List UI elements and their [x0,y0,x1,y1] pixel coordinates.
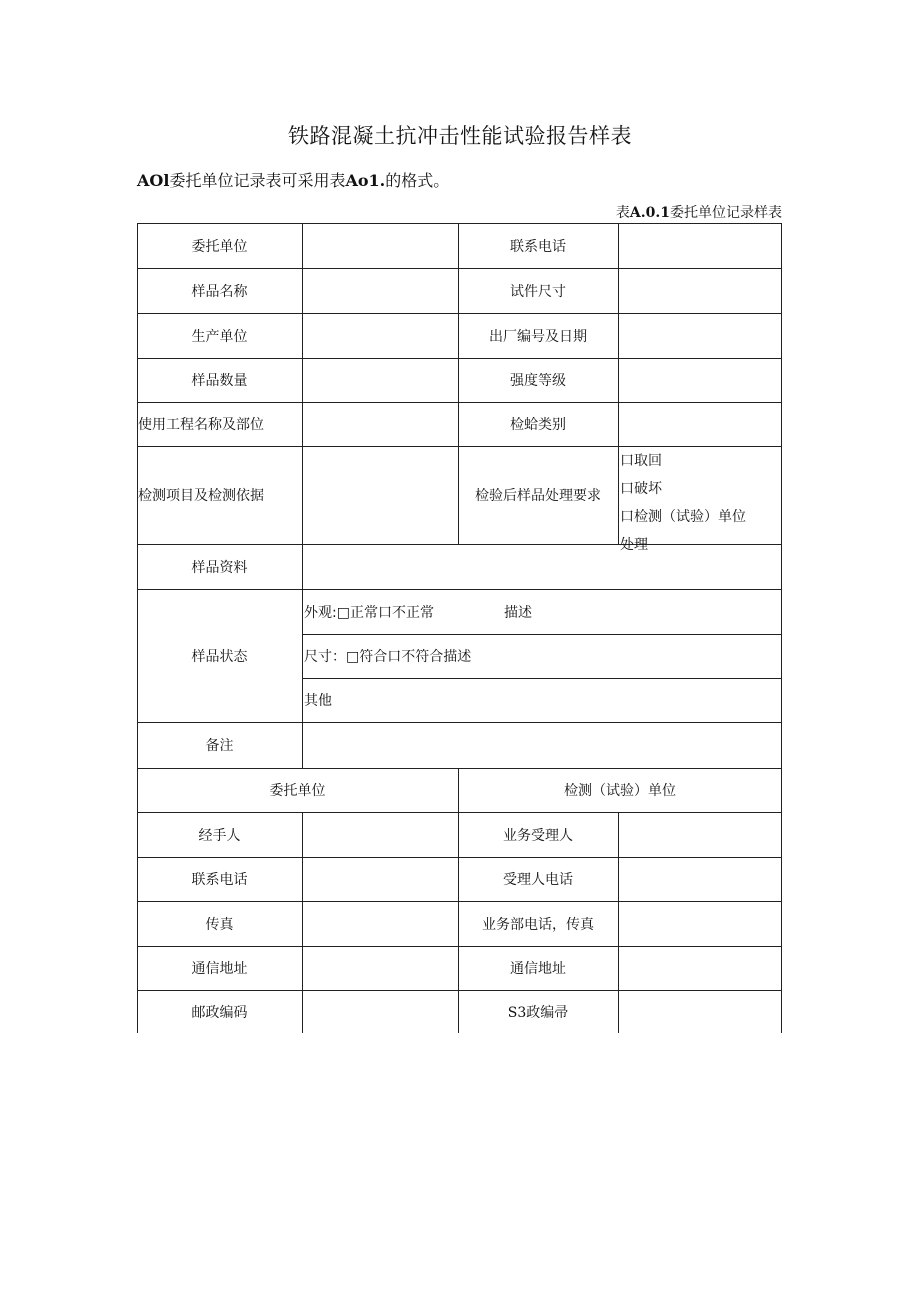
label-specimen-size: 试件尺寸 [510,283,566,300]
label-sample-materials: 样品资料 [191,559,248,576]
appearance-checkboxes[interactable]: 外观:□正常口不正常 [304,604,434,621]
field-dept-phone-fax[interactable] [619,902,780,945]
post-test-handling-options [620,447,780,553]
field-factory-number-date[interactable] [619,314,780,357]
field-project-name-location[interactable] [303,403,457,445]
section-lab: 检测（试验）单位 [564,783,676,799]
field-remark[interactable] [303,723,780,767]
field-contact-phone[interactable] [619,224,780,267]
label-lab-postcode: S3政编帚 [507,1004,569,1021]
label-strength-grade: 强度等级 [510,373,566,389]
label-lab-address: 通信地址 [510,961,566,977]
label-sample-name: 样品名称 [191,283,248,300]
field-sample-materials[interactable] [303,545,780,588]
field-sample-name[interactable] [303,269,457,312]
intro-end: 的格式。 [385,171,450,190]
field-lab-address[interactable] [619,947,780,989]
field-client-address[interactable] [303,947,457,989]
label-post-test-handling: 检验后样品处理要求 [475,488,601,504]
caption-prefix: 表 [615,205,630,221]
label-sample-quantity: 样品数量 [191,373,248,389]
client-record-table [137,223,782,1033]
field-strength-grade[interactable] [619,359,780,401]
table-rule [781,223,782,1033]
label-client: 委托单位 [191,238,248,255]
caption-code: A.0.1 [629,205,670,221]
document-title: 铁路混凝土抗冲击性能试验报告样表 [288,124,632,148]
label-sample-state: 样品状态 [191,648,248,665]
field-receiver-phone[interactable] [619,858,780,900]
label-manufacturer: 生产单位 [191,328,248,345]
label-client-postcode: 邮政编码 [191,1004,248,1021]
label-contact-phone: 联系电话 [510,238,566,255]
field-test-items-basis[interactable] [303,447,457,543]
field-test-category[interactable] [619,403,780,445]
size-checkboxes[interactable]: 尺寸：□符合口不符合描述 [304,649,472,665]
caption-text: 委托单位记录样表 [670,205,782,221]
field-client-fax[interactable] [303,902,457,945]
option-lab-dispose-continued: 处理 [620,537,648,553]
field-client-postcode[interactable] [303,991,457,1033]
field-lab-postcode[interactable] [619,991,780,1033]
label-remark: 备注 [205,738,234,754]
field-client-phone[interactable] [303,858,457,900]
field-receiver[interactable] [619,813,780,856]
table-caption [616,202,782,222]
label-test-items-basis: 检测项目及检测依据 [138,488,264,504]
field-handler[interactable] [303,813,457,856]
field-manufacturer[interactable] [303,314,457,357]
label-dept-phone-fax: 业务部电话，传真 [482,916,594,933]
field-specimen-size[interactable] [619,269,780,312]
label-factory-number-date: 出厂编号及日期 [489,328,587,345]
option-destroy-checkbox[interactable]: 口破坏 [620,481,662,497]
label-project-name-location: 使用工程名称及部位 [138,417,264,433]
label-receiver: 业务受理人 [503,827,573,844]
field-client[interactable] [303,224,457,267]
intro-text [137,168,449,191]
label-client-fax: 传真 [205,916,234,933]
intro-mid: 委托单位记录表可采用表 [169,171,346,190]
field-sample-quantity[interactable] [303,359,457,401]
label-handler: 经手人 [198,827,241,844]
appearance-description-label: 描述 [504,604,532,621]
option-return-checkbox[interactable]: 口取回 [620,453,662,469]
label-client-phone: 联系电话 [191,872,248,888]
option-lab-dispose-checkbox[interactable]: 口检测（试验）单位 [620,509,746,525]
label-receiver-phone: 受理人电话 [503,872,573,888]
section-client: 委托单位 [269,783,326,799]
label-client-address: 通信地址 [191,961,248,977]
intro-code: AOl [137,171,170,190]
label-test-category: 检蛤类别 [510,417,566,433]
other-label: 其他 [304,693,332,709]
intro-table-ref: Ao1. [345,171,386,190]
